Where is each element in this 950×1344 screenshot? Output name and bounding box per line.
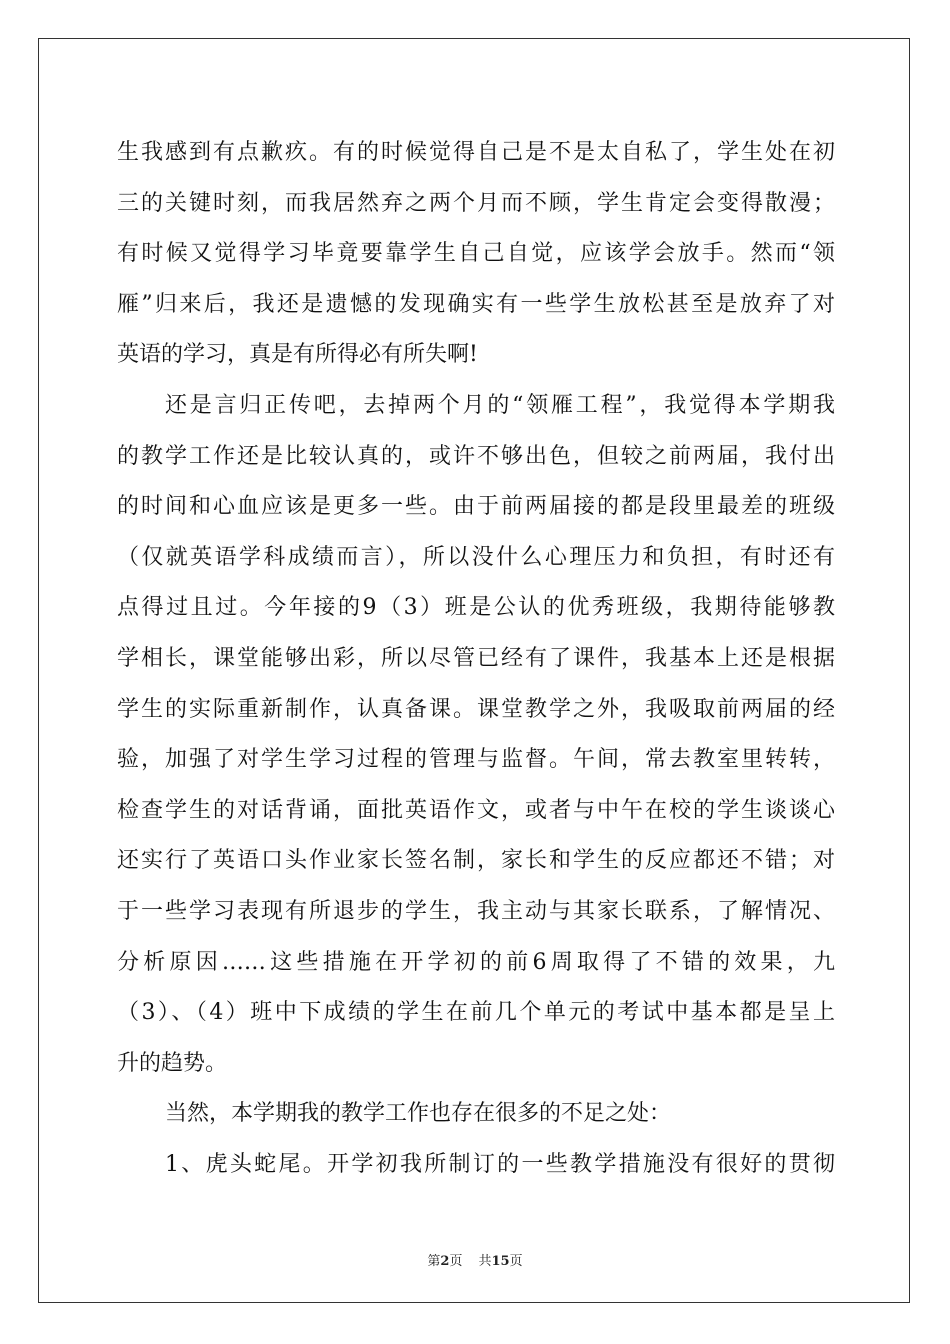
text-line: 雁”归来后，我还是遗憾的发现确实有一些学生放松甚至是放弃了对 [117, 291, 835, 317]
paragraph [117, 128, 835, 381]
text-line: 检查学生的对话背诵，面批英语作文，或者与中午在校的学生谈谈心 [117, 797, 835, 823]
text-line: 三的关键时刻，而我居然弃之两个月而不顾，学生肯定会变得散漫； [117, 190, 835, 216]
footer-page-number: 2 [440, 1254, 450, 1269]
text-line: 有时候又觉得学习毕竟要靠学生自己自觉，应该学会放手。然而“领 [117, 241, 835, 267]
paragraph [117, 381, 835, 1089]
document-body [117, 128, 835, 1190]
text-line: 英语的学习，真是有所得必有所失啊! [117, 342, 478, 368]
text-line: 分析原因……这些措施在开学初的前6周取得了不错的效果，九 [117, 949, 835, 975]
footer-total-prefix: 共 [478, 1254, 492, 1269]
footer-total-unit: 页 [509, 1254, 523, 1269]
footer-page-prefix: 第 [427, 1254, 441, 1269]
text-line: 1、虎头蛇尾。开学初我所制订的一些教学措施没有很好的贯彻 [165, 1151, 835, 1177]
text-line: 还是言归正传吧，去掉两个月的“领雁工程”，我觉得本学期我 [165, 392, 835, 418]
footer-total-pages: 15 [491, 1254, 510, 1269]
text-line: 验，加强了对学生学习过程的管理与监督。午间，常去教室里转转， [117, 747, 835, 773]
text-line: 于一些学习表现有所退步的学生，我主动与其家长联系，了解情况、 [117, 898, 835, 924]
text-line: （仅就英语学科成绩而言），所以没什么心理压力和负担，有时还有 [117, 544, 835, 570]
paragraph [117, 1089, 835, 1140]
page-footer [0, 1250, 950, 1269]
text-line: 还实行了英语口头作业家长签名制，家长和学生的反应都还不错；对 [117, 848, 835, 874]
text-line: 当然，本学期我的教学工作也存在很多的不足之处： [165, 1101, 672, 1127]
text-line: 的教学工作还是比较认真的，或许不够出色，但较之前两届，我付出 [117, 443, 835, 469]
text-line: 升的趋势。 [117, 1050, 228, 1076]
paragraph [117, 1140, 835, 1191]
footer-page-unit: 页 [449, 1254, 463, 1269]
text-line: 点得过且过。今年接的9（3）班是公认的优秀班级，我期待能够教 [117, 595, 835, 621]
text-line: 的时间和心血应该是更多一些。由于前两届接的都是段里最差的班级 [117, 494, 835, 520]
text-line: 学相长，课堂能够出彩，所以尽管已经有了课件，我基本上还是根据 [117, 645, 835, 671]
text-line: 学生的实际重新制作，认真备课。课堂教学之外，我吸取前两届的经 [117, 696, 835, 722]
text-line: （3）、（4）班中下成绩的学生在前几个单元的考试中基本都是呈上 [117, 1000, 835, 1026]
text-line: 生我感到有点歉疚。有的时候觉得自己是不是太自私了，学生处在初 [117, 140, 835, 165]
